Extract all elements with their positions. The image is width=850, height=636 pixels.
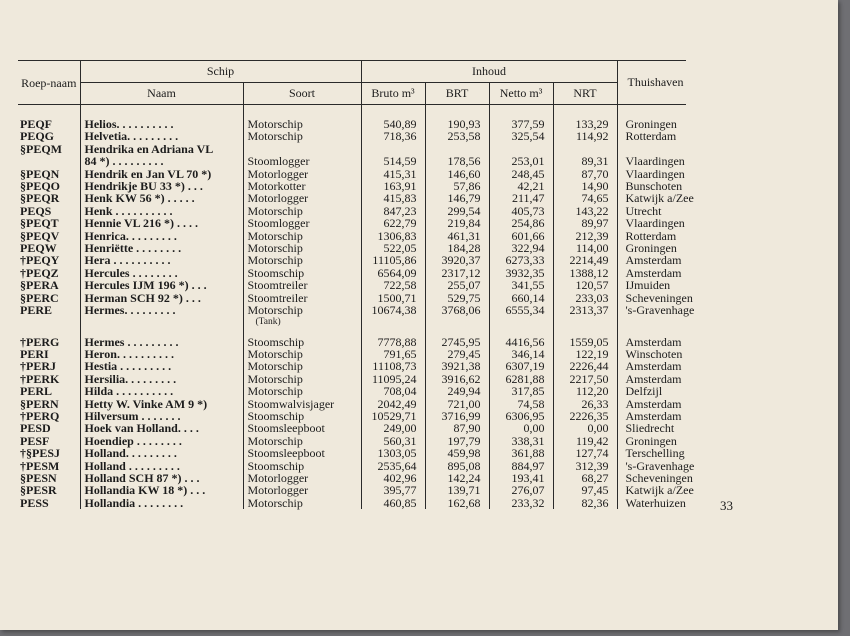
nrt-value (553, 130, 617, 142)
home-port-text: Groningen (625, 117, 677, 131)
call-sign-text: §PESN (20, 470, 57, 485)
brt-value-text: 895,08 (447, 458, 481, 473)
call-sign-text: §PEQT (20, 216, 59, 231)
home-port-text: Rotterdam (625, 129, 677, 144)
nrt-value-text: 89,97 (581, 216, 609, 231)
ship-name-text: Hermes . . . . . . . . . (84, 334, 179, 349)
bruto-m3-text: 10529,71 (371, 408, 417, 423)
nrt-value-text: 119,42 (575, 433, 609, 448)
bruto-m3-text: 1500,71 (377, 290, 417, 305)
netto-m3-text: 6306,95 (505, 408, 545, 423)
ship-type-text: Motorschip (247, 241, 303, 256)
call-sign-text: PEQS (20, 203, 52, 218)
ship-type-text: Stoomschip (247, 408, 305, 423)
call-sign (18, 143, 80, 155)
call-sign-text: §PESR (20, 483, 57, 498)
home-port-text: Katwijk a/Zee (625, 191, 694, 206)
netto-m3-text: 405,73 (511, 203, 545, 218)
bruto-m3-text: 2535,64 (377, 458, 417, 473)
home-port-text: Groningen (625, 433, 677, 448)
netto-m3-text: 0,00 (523, 421, 545, 436)
nrt-value-text: 2226,44 (569, 359, 609, 374)
brt-value (425, 130, 489, 142)
ship-type-text: Motorlogger (247, 191, 309, 206)
ship-type-text: Stoomlogger (247, 154, 310, 169)
call-sign-text: PERE (20, 303, 53, 318)
home-port-text: Scheveningen (625, 470, 693, 485)
ship-name (80, 328, 243, 348)
brt-value-text: 219,84 (447, 216, 481, 231)
call-sign-text: †PERQ (20, 408, 60, 423)
brt-value-text: 299,54 (447, 203, 481, 218)
brt-value-text: 3916,62 (441, 371, 481, 386)
bruto-m3-text: 791,65 (383, 346, 417, 361)
home-port (617, 130, 686, 142)
ship-type (243, 328, 361, 348)
ship-name-text: Hestia . . . . . . . . . (84, 359, 172, 374)
nrt-value-text: 97,45 (581, 483, 609, 498)
bruto-m3-text: 11108,73 (372, 359, 417, 374)
ship-name-text: Henriëtte . . . . . . . . (84, 241, 182, 256)
home-port-text: Amsterdam (625, 265, 682, 280)
bruto-m3-text: 163,91 (383, 179, 417, 194)
ship-type-text: Stoomwalvisjager (247, 396, 335, 411)
brt-value-text: 255,07 (447, 278, 481, 293)
ship-register-table (18, 60, 695, 510)
ship-name-text: Holland. . . . . . . . . (84, 446, 177, 461)
home-port-text: Utrecht (625, 203, 662, 218)
bruto-m3 (361, 304, 425, 327)
ship-name-text: Hoek van Holland. . . . (84, 421, 199, 436)
page-number: 33 (720, 498, 733, 513)
bruto-m3-text: 1303,05 (377, 446, 417, 461)
home-port-text: Amsterdam (625, 253, 682, 268)
call-sign (18, 497, 80, 509)
header-naam: Naam (80, 83, 243, 105)
nrt-value-text: 82,36 (581, 495, 609, 510)
netto-m3-text: 884,97 (511, 458, 545, 473)
nrt-value-text: 87,70 (581, 166, 609, 181)
bruto-m3-text: 11105,86 (372, 253, 417, 268)
table-row (18, 328, 686, 348)
ship-type-text: Motorlogger (247, 166, 309, 181)
brt-value-text: 162,68 (447, 495, 481, 510)
home-port-text: Amsterdam (625, 334, 682, 349)
ship-name-text: Hollandia . . . . . . . . (84, 495, 184, 510)
call-sign-text: PEQG (20, 129, 55, 144)
nrt-value-text: 112,20 (575, 384, 609, 399)
header-roepnaam: Roep-naam (18, 61, 80, 105)
brt-value-text: 279,45 (447, 346, 481, 361)
ship-type-text: Stoomschip (247, 458, 305, 473)
ship-name-text: Heron. . . . . . . . . . (84, 346, 174, 361)
ship-name-text: Hoendiep . . . . . . . . (84, 433, 182, 448)
call-sign-text: †PEQZ (20, 265, 59, 280)
nrt-value-text: 233,03 (575, 290, 609, 305)
netto-m3-text: 4416,56 (505, 334, 545, 349)
nrt-value-text: 0,00 (587, 421, 609, 436)
home-port-text: 's-Gravenhage (625, 458, 695, 473)
home-port-text: Waterhuizen (625, 495, 686, 510)
netto-m3-text: 361,88 (511, 446, 545, 461)
call-sign-text: PESD (20, 421, 51, 436)
home-port-text: Amsterdam (625, 359, 682, 374)
brt-value-text: 3920,37 (441, 253, 481, 268)
ship-name-text: Helios. . . . . . . . . . (84, 117, 174, 131)
netto-m3-text: 6273,33 (505, 253, 545, 268)
home-port-text: Terschelling (625, 446, 685, 461)
brt-value-text: 197,79 (447, 433, 481, 448)
bruto-m3-text: 1306,83 (377, 228, 417, 243)
header-soort: Soort (243, 83, 361, 105)
nrt-value-text: 2214,49 (569, 253, 609, 268)
call-sign-text: †PERG (20, 334, 60, 349)
call-sign-text: §PERC (20, 290, 59, 305)
home-port-text: Winschoten (625, 346, 683, 361)
call-sign (18, 328, 80, 348)
call-sign-text: PEQW (20, 241, 57, 256)
nrt-value-text: 1559,05 (569, 334, 609, 349)
call-sign-text: PERI (20, 346, 49, 361)
brt-value-text: 461,31 (447, 228, 481, 243)
header-schip: Schip (80, 61, 361, 83)
ship-name-text: Hersilia. . . . . . . . . (84, 371, 177, 386)
call-sign-text: §PEQO (20, 179, 61, 194)
bruto-m3-text: 847,23 (383, 203, 417, 218)
call-sign-text: PEQF (20, 117, 52, 131)
ship-type-text: Motorschip (247, 303, 303, 318)
nrt-value-text: 1388,12 (569, 265, 609, 280)
brt-value-text: 2317,12 (441, 265, 481, 280)
call-sign-text: §PEQM (20, 141, 62, 156)
netto-m3-text: 317,85 (511, 384, 545, 399)
bruto-m3-text: 7778,88 (377, 334, 417, 349)
bruto-m3-text: 560,31 (383, 433, 417, 448)
ship-name (80, 304, 243, 327)
call-sign-text: §PEQR (20, 191, 60, 206)
home-port-text: Sliedrecht (625, 421, 675, 436)
ship-type-text: Motorschip (247, 346, 303, 361)
bruto-m3-text: 415,31 (383, 166, 417, 181)
header-inhoud: Inhoud (361, 61, 617, 83)
nrt-value-text: 133,29 (575, 117, 609, 131)
bruto-m3-text: 708,04 (383, 384, 417, 399)
nrt-value-text: 212,39 (575, 228, 609, 243)
brt-value-text: 249,94 (447, 384, 481, 399)
brt-value-text: 3921,38 (441, 359, 481, 374)
ship-name-text: Helvetia. . . . . . . . . (84, 129, 179, 144)
ship-type-text: Stoomsleepboot (247, 446, 325, 461)
netto-m3-text: 346,14 (511, 346, 545, 361)
ship-name-text: Herman SCH 92 *) . . . (84, 290, 201, 305)
bruto-m3 (361, 130, 425, 142)
ship-type (243, 130, 361, 142)
home-port-text: Rotterdam (625, 228, 677, 243)
nrt-value-text: 114,92 (575, 129, 609, 144)
home-port-text: Amsterdam (625, 396, 682, 411)
home-port-text: Groningen (625, 241, 677, 256)
brt-value-text: 190,93 (447, 117, 481, 131)
home-port-text: Amsterdam (625, 408, 682, 423)
bruto-m3-text: 415,83 (383, 191, 417, 206)
call-sign-text: PESF (20, 433, 50, 448)
header-netto: Netto m³ (489, 83, 553, 105)
ship-type-note: (Tank) (255, 316, 281, 327)
bruto-m3-text: 2042,49 (377, 396, 417, 411)
nrt-value-text: 2226,35 (569, 408, 609, 423)
nrt-value-text: 68,27 (581, 470, 609, 485)
ship-name-text: Hetty W. Vinke AM 9 *) (84, 396, 208, 411)
netto-m3-text: 248,45 (511, 166, 545, 181)
table-body (18, 105, 695, 510)
netto-m3 (489, 130, 553, 142)
home-port-text: Vlaardingen (625, 166, 685, 181)
brt-value-text: 2745,95 (441, 334, 481, 349)
ship-name-text: Henrica. . . . . . . . . (84, 228, 177, 243)
bruto-m3-text: 249,00 (383, 421, 417, 436)
netto-m3-text: 3932,35 (505, 265, 545, 280)
ship-name-text: Hercules IJM 196 *) . . . (84, 278, 207, 293)
ship-type-text: Motorschip (247, 203, 303, 218)
home-port-text: 's-Gravenhage (625, 303, 695, 318)
ship-name (80, 497, 243, 509)
nrt-value (553, 328, 617, 348)
brt-value-text: 178,56 (447, 154, 481, 169)
nrt-value-text: 2313,37 (569, 303, 609, 318)
home-port (617, 328, 686, 348)
bruto-m3 (361, 328, 425, 348)
bruto-m3 (361, 497, 425, 509)
netto-m3-text: 325,54 (511, 129, 545, 144)
ship-type-text: Motorschip (247, 253, 303, 268)
header-brt: BRT (425, 83, 489, 105)
ship-type-text: Stoomschip (247, 334, 305, 349)
bruto-m3-text: 6564,09 (377, 265, 417, 280)
netto-m3-text: 341,55 (511, 278, 545, 293)
ship-name-text: Hollandia KW 18 *) . . . (84, 483, 206, 498)
ship-name-text: Hercules . . . . . . . . (84, 265, 178, 280)
ship-name-text: Henk KW 56 *) . . . . . (84, 191, 195, 206)
home-port (617, 497, 686, 509)
ship-name-text: Hendrikje BU 33 *) . . . (84, 179, 203, 194)
bruto-m3-text: 622,79 (383, 216, 417, 231)
nrt-value-text: 143,22 (575, 203, 609, 218)
brt-value-text: 253,58 (447, 129, 481, 144)
bruto-m3-text: 522,05 (383, 241, 417, 256)
call-sign-text: †PERJ (20, 359, 56, 374)
header-bruto: Bruto m³ (361, 83, 425, 105)
netto-m3-text: 377,59 (511, 117, 545, 131)
bruto-m3-text: 718,36 (383, 129, 417, 144)
ship-type (243, 304, 361, 327)
call-sign-text: †PEQY (20, 253, 60, 268)
netto-m3-text: 276,07 (511, 483, 545, 498)
nrt-value-text: 114,00 (575, 241, 609, 256)
netto-m3-text: 660,14 (511, 290, 545, 305)
bruto-m3-text: 460,85 (383, 495, 417, 510)
nrt-value-text: 312,39 (575, 458, 609, 473)
bruto-m3-text: 402,96 (383, 470, 417, 485)
home-port-text: Vlaardingen (625, 154, 685, 169)
netto-m3 (489, 304, 553, 327)
netto-m3-text: 338,31 (511, 433, 545, 448)
home-port-text: Bunschoten (625, 179, 683, 194)
call-sign-text: †PERK (20, 371, 60, 386)
call-sign-text: §PERA (20, 278, 59, 293)
call-sign-text: §PEQV (20, 228, 60, 243)
call-sign-text: †PESM (20, 458, 60, 473)
nrt-value-text: 89,31 (581, 154, 609, 169)
header-nrt: NRT (553, 83, 617, 105)
nrt-value-text: 2217,50 (569, 371, 609, 386)
netto-m3-text: 42,21 (517, 179, 545, 194)
netto-m3-text: 254,86 (511, 216, 545, 231)
netto-m3-text: 193,41 (511, 470, 545, 485)
ship-type-text: Motorschip (247, 384, 303, 399)
ship-type-text: Motorkotter (247, 179, 306, 194)
ship-name-text: Hilversum . . . . . . . (84, 408, 181, 423)
ship-name-text: Hermes. . . . . . . . . (84, 303, 176, 318)
home-port-text: Katwijk a/Zee (625, 483, 694, 498)
netto-m3-text: 6281,88 (505, 371, 545, 386)
ship-name-text: Hendrik en Jan VL 70 *) (84, 166, 212, 181)
table-header (18, 61, 686, 105)
ship-name-text: Hera . . . . . . . . . . (84, 253, 171, 268)
brt-value (425, 304, 489, 327)
brt-value-text: 146,60 (447, 166, 481, 181)
brt-value-text: 87,90 (453, 421, 481, 436)
netto-m3-text: 211,47 (511, 191, 545, 206)
netto-m3-text: 6307,19 (505, 359, 545, 374)
bruto-m3-text: 540,89 (383, 117, 417, 131)
nrt-value-text: 122,19 (575, 346, 609, 361)
bruto-m3-text: 395,77 (383, 483, 417, 498)
ship-type-text: Stoomtreiler (247, 290, 308, 305)
ship-type-text: Stoomschip (247, 265, 305, 280)
home-port-text: Scheveningen (625, 290, 693, 305)
brt-value (425, 497, 489, 509)
ship-type-text: Stoomsleepboot (247, 421, 325, 436)
brt-value-text: 57,86 (453, 179, 481, 194)
ship-type-text: Motorschip (247, 129, 303, 144)
ship-type-text: Motorschip (247, 371, 303, 386)
brt-value-text: 529,75 (447, 290, 481, 305)
ship-type (243, 497, 361, 509)
bruto-m3-text: 722,58 (383, 278, 417, 293)
netto-m3-text: 233,32 (511, 495, 545, 510)
ship-name-text: Hendrika en Adriana VL (84, 141, 214, 156)
brt-value-text: 184,28 (447, 241, 481, 256)
ship-type-text: Motorschip (247, 228, 303, 243)
brt-value-text: 3716,99 (441, 408, 481, 423)
netto-m3-text: 6555,34 (505, 303, 545, 318)
home-port-text: Delfzijl (625, 384, 663, 399)
nrt-value-text: 26,33 (581, 396, 609, 411)
ship-name-text: Holland SCH 87 *) . . . (84, 470, 200, 485)
ship-type-text: Motorlogger (247, 470, 309, 485)
nrt-value-text: 74,65 (581, 191, 609, 206)
netto-m3-text: 601,66 (511, 228, 545, 243)
ship-type-text: Stoomlogger (247, 216, 310, 231)
brt-value-text: 139,71 (447, 483, 481, 498)
home-port-text: IJmuiden (625, 278, 671, 293)
ship-name-text: Hilda . . . . . . . . . . (84, 384, 174, 399)
nrt-value-text: 120,57 (575, 278, 609, 293)
ship-name-text: 84 *) . . . . . . . . . (84, 154, 164, 169)
bruto-m3-text: 10674,38 (371, 303, 417, 318)
ship-type-text: Motorlogger (247, 483, 309, 498)
call-sign-text: PERL (20, 384, 53, 399)
brt-value-text: 142,24 (447, 470, 481, 485)
bruto-m3-text: 514,59 (383, 154, 417, 169)
ship-type-text: Motorschip (247, 117, 303, 131)
nrt-value (553, 497, 617, 509)
netto-m3 (489, 497, 553, 509)
ship-type-text: Motorschip (247, 359, 303, 374)
table-row (18, 497, 686, 509)
bruto-m3-text: 11095,24 (371, 371, 417, 386)
nrt-value-text: 127,74 (575, 446, 609, 461)
home-port (617, 303, 695, 327)
brt-value (425, 328, 489, 348)
brt-value-text: 146,79 (447, 191, 481, 206)
ship-type-text: Motorschip (247, 433, 303, 448)
header-thuishaven: Thuishaven (617, 61, 686, 105)
netto-m3-text: 74,58 (517, 396, 545, 411)
call-sign-text: §PERN (20, 396, 59, 411)
ship-name-text: Henk . . . . . . . . . . (84, 203, 173, 218)
nrt-value-text: 14,90 (581, 179, 609, 194)
home-port-text: Vlaardingen (625, 216, 685, 231)
call-sign-text: PESS (20, 495, 49, 510)
netto-m3-text: 253,01 (511, 154, 545, 169)
call-sign-text: §PEQN (20, 166, 60, 181)
netto-m3 (489, 328, 553, 348)
nrt-value (553, 304, 617, 327)
table-row (18, 304, 686, 327)
home-port-text: Amsterdam (625, 371, 682, 386)
call-sign (18, 304, 80, 327)
brt-value-text: 459,98 (447, 446, 481, 461)
ship-type-text: Motorschip (247, 495, 303, 510)
brt-value-text: 721,00 (447, 396, 481, 411)
brt-value-text: 3768,06 (441, 303, 481, 318)
call-sign-text: †§PESJ (20, 446, 61, 461)
ship-name-text: Hennie VL 216 *) . . . . (84, 216, 198, 231)
netto-m3-text: 322,94 (511, 241, 545, 256)
ship-name-text: Holland . . . . . . . . . (84, 458, 180, 473)
ship-type-text: Stoomtreiler (247, 278, 308, 293)
